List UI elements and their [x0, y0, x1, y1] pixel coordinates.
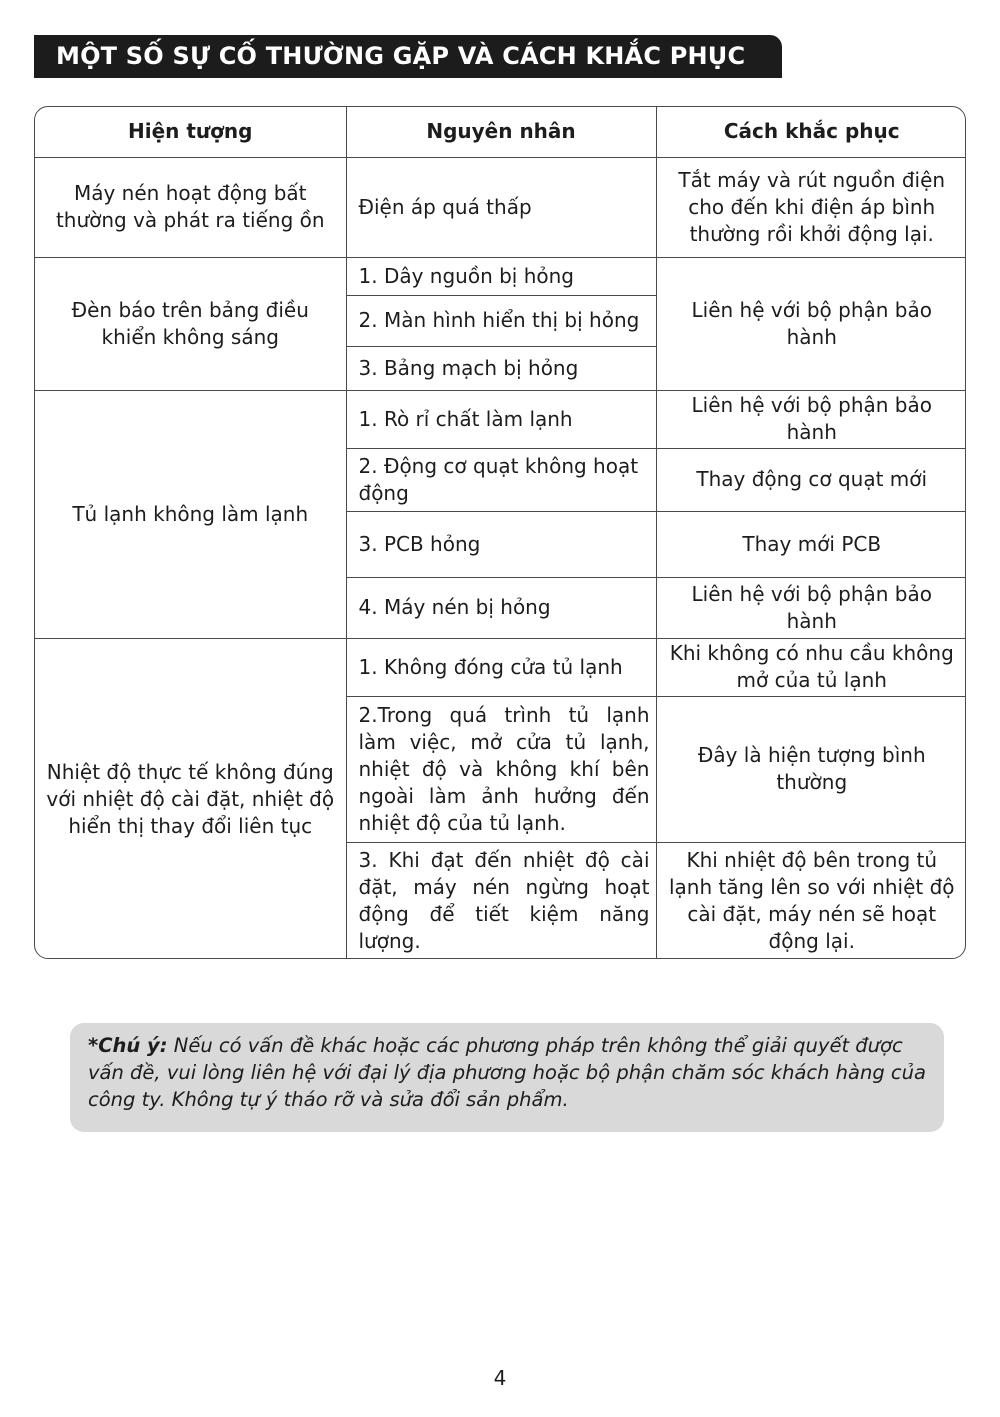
cause-cell: 3. Bảng mạch bị hỏng — [346, 346, 656, 390]
header-solution: Cách khắc phục — [656, 107, 966, 157]
symptom-cell: Đèn báo trên bảng điều khiển không sáng — [35, 257, 346, 390]
solution-cell: Thay mới PCB — [656, 511, 966, 577]
table-header-row — [35, 107, 966, 157]
cause-cell: 4. Máy nén bị hỏng — [346, 577, 656, 638]
page-title: MỘT SỐ SỰ CỐ THƯỜNG GẶP VÀ CÁCH KHẮC PHỤC — [34, 35, 782, 78]
solution-cell: Khi nhiệt độ bên trong tủ lạnh tăng lên so với nhiệt độ cài đặt, máy nén sẽ hoạt động lại. — [656, 842, 966, 959]
cause-cell: 2. Động cơ quạt không hoạt động — [346, 448, 656, 511]
header-cause: Nguyên nhân — [346, 107, 656, 157]
solution-cell: Đây là hiện tượng bình thường — [656, 696, 966, 842]
table-row — [35, 257, 966, 295]
note-text: Nếu có vấn đề khác hoặc các phương pháp trên không thể giải quyết được vấn đề, vui lòng liên hệ với đại lý địa phương hoặc bộ phận chăm sóc khách hàng của công ty. Không tự ý tháo rỡ và sửa đổi sản phẩm. — [88, 1034, 926, 1111]
cause-cell: 2. Màn hình hiển thị bị hỏng — [346, 295, 656, 346]
troubleshooting-table — [34, 106, 966, 959]
symptom-cell: Tủ lạnh không làm lạnh — [35, 390, 346, 638]
table-row — [35, 390, 966, 448]
table-row — [35, 638, 966, 696]
cause-cell: 2.Trong quá trình tủ lạnh làm việc, mở cửa tủ lạnh, nhiệt độ và không khí bên ngoài làm ảnh hưởng đến nhiệt độ của tủ lạnh. — [346, 696, 656, 842]
cause-cell: 1. Không đóng cửa tủ lạnh — [346, 638, 656, 696]
solution-cell: Liên hệ với bộ phận bảo hành — [656, 257, 966, 390]
header-symptom: Hiện tượng — [35, 107, 346, 157]
note-label: *Chú ý: — [88, 1034, 168, 1057]
cause-cell: 1. Dây nguồn bị hỏng — [346, 257, 656, 295]
cause-cell: 3. Khi đạt đến nhiệt độ cài đặt, máy nén ngừng hoạt động để tiết kiệm năng lượng. — [346, 842, 656, 959]
cause-cell: 3. PCB hỏng — [346, 511, 656, 577]
page-number: 4 — [493, 1366, 507, 1390]
solution-cell: Liên hệ với bộ phận bảo hành — [656, 390, 966, 448]
solution-cell: Thay động cơ quạt mới — [656, 448, 966, 511]
solution-cell: Liên hệ với bộ phận bảo hành — [656, 577, 966, 638]
solution-cell: Khi không có nhu cầu không mở của tủ lạnh — [656, 638, 966, 696]
table-row — [35, 157, 966, 257]
symptom-cell: Nhiệt độ thực tế không đúng với nhiệt độ cài đặt, nhiệt độ hiển thị thay đổi liên tục — [35, 638, 346, 959]
symptom-cell: Máy nén hoạt động bất thường và phát ra tiếng ồn — [35, 157, 346, 257]
cause-cell: 1. Rò rỉ chất làm lạnh — [346, 390, 656, 448]
note-box — [70, 1023, 944, 1132]
solution-cell: Tắt máy và rút nguồn điện cho đến khi điện áp bình thường rồi khởi động lại. — [656, 157, 966, 257]
cause-cell: Điện áp quá thấp — [346, 157, 656, 257]
